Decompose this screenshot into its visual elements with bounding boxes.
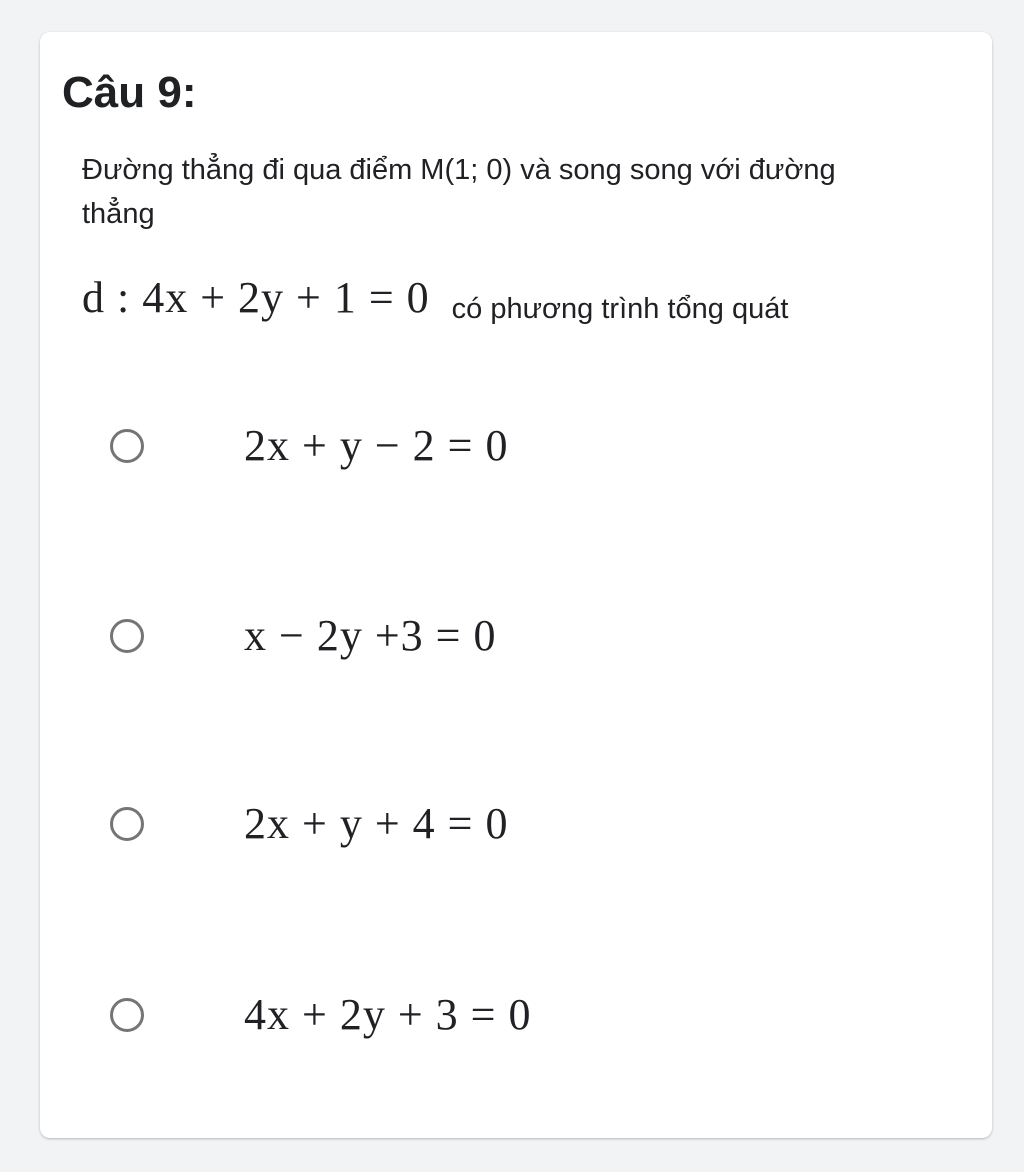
option-1[interactable]: [110, 420, 508, 471]
option-label: x − 2y +3 = 0: [244, 611, 497, 660]
line-equation: d : 4x + 2y + 1 = 0: [82, 273, 430, 322]
question-suffix: có phương trình tổng quát: [451, 293, 789, 325]
question-text: Đường thẳng đi qua điểm M(1; 0) và song song với đường thẳng: [82, 154, 836, 230]
radio-button-icon[interactable]: [110, 998, 144, 1032]
option-label: 2x + y − 2 = 0: [244, 421, 509, 470]
radio-button-icon[interactable]: [110, 429, 144, 463]
question-formula-row: [82, 272, 788, 323]
question-title: Câu 9:: [62, 68, 197, 117]
radio-button-icon[interactable]: [110, 619, 144, 653]
option-2[interactable]: [110, 610, 496, 661]
option-4[interactable]: [110, 989, 531, 1040]
option-label: 4x + 2y + 3 = 0: [244, 990, 532, 1039]
radio-button-icon[interactable]: [110, 807, 144, 841]
option-3[interactable]: [110, 798, 508, 849]
option-label: 2x + y + 4 = 0: [244, 799, 509, 848]
question-card: [40, 32, 992, 1138]
